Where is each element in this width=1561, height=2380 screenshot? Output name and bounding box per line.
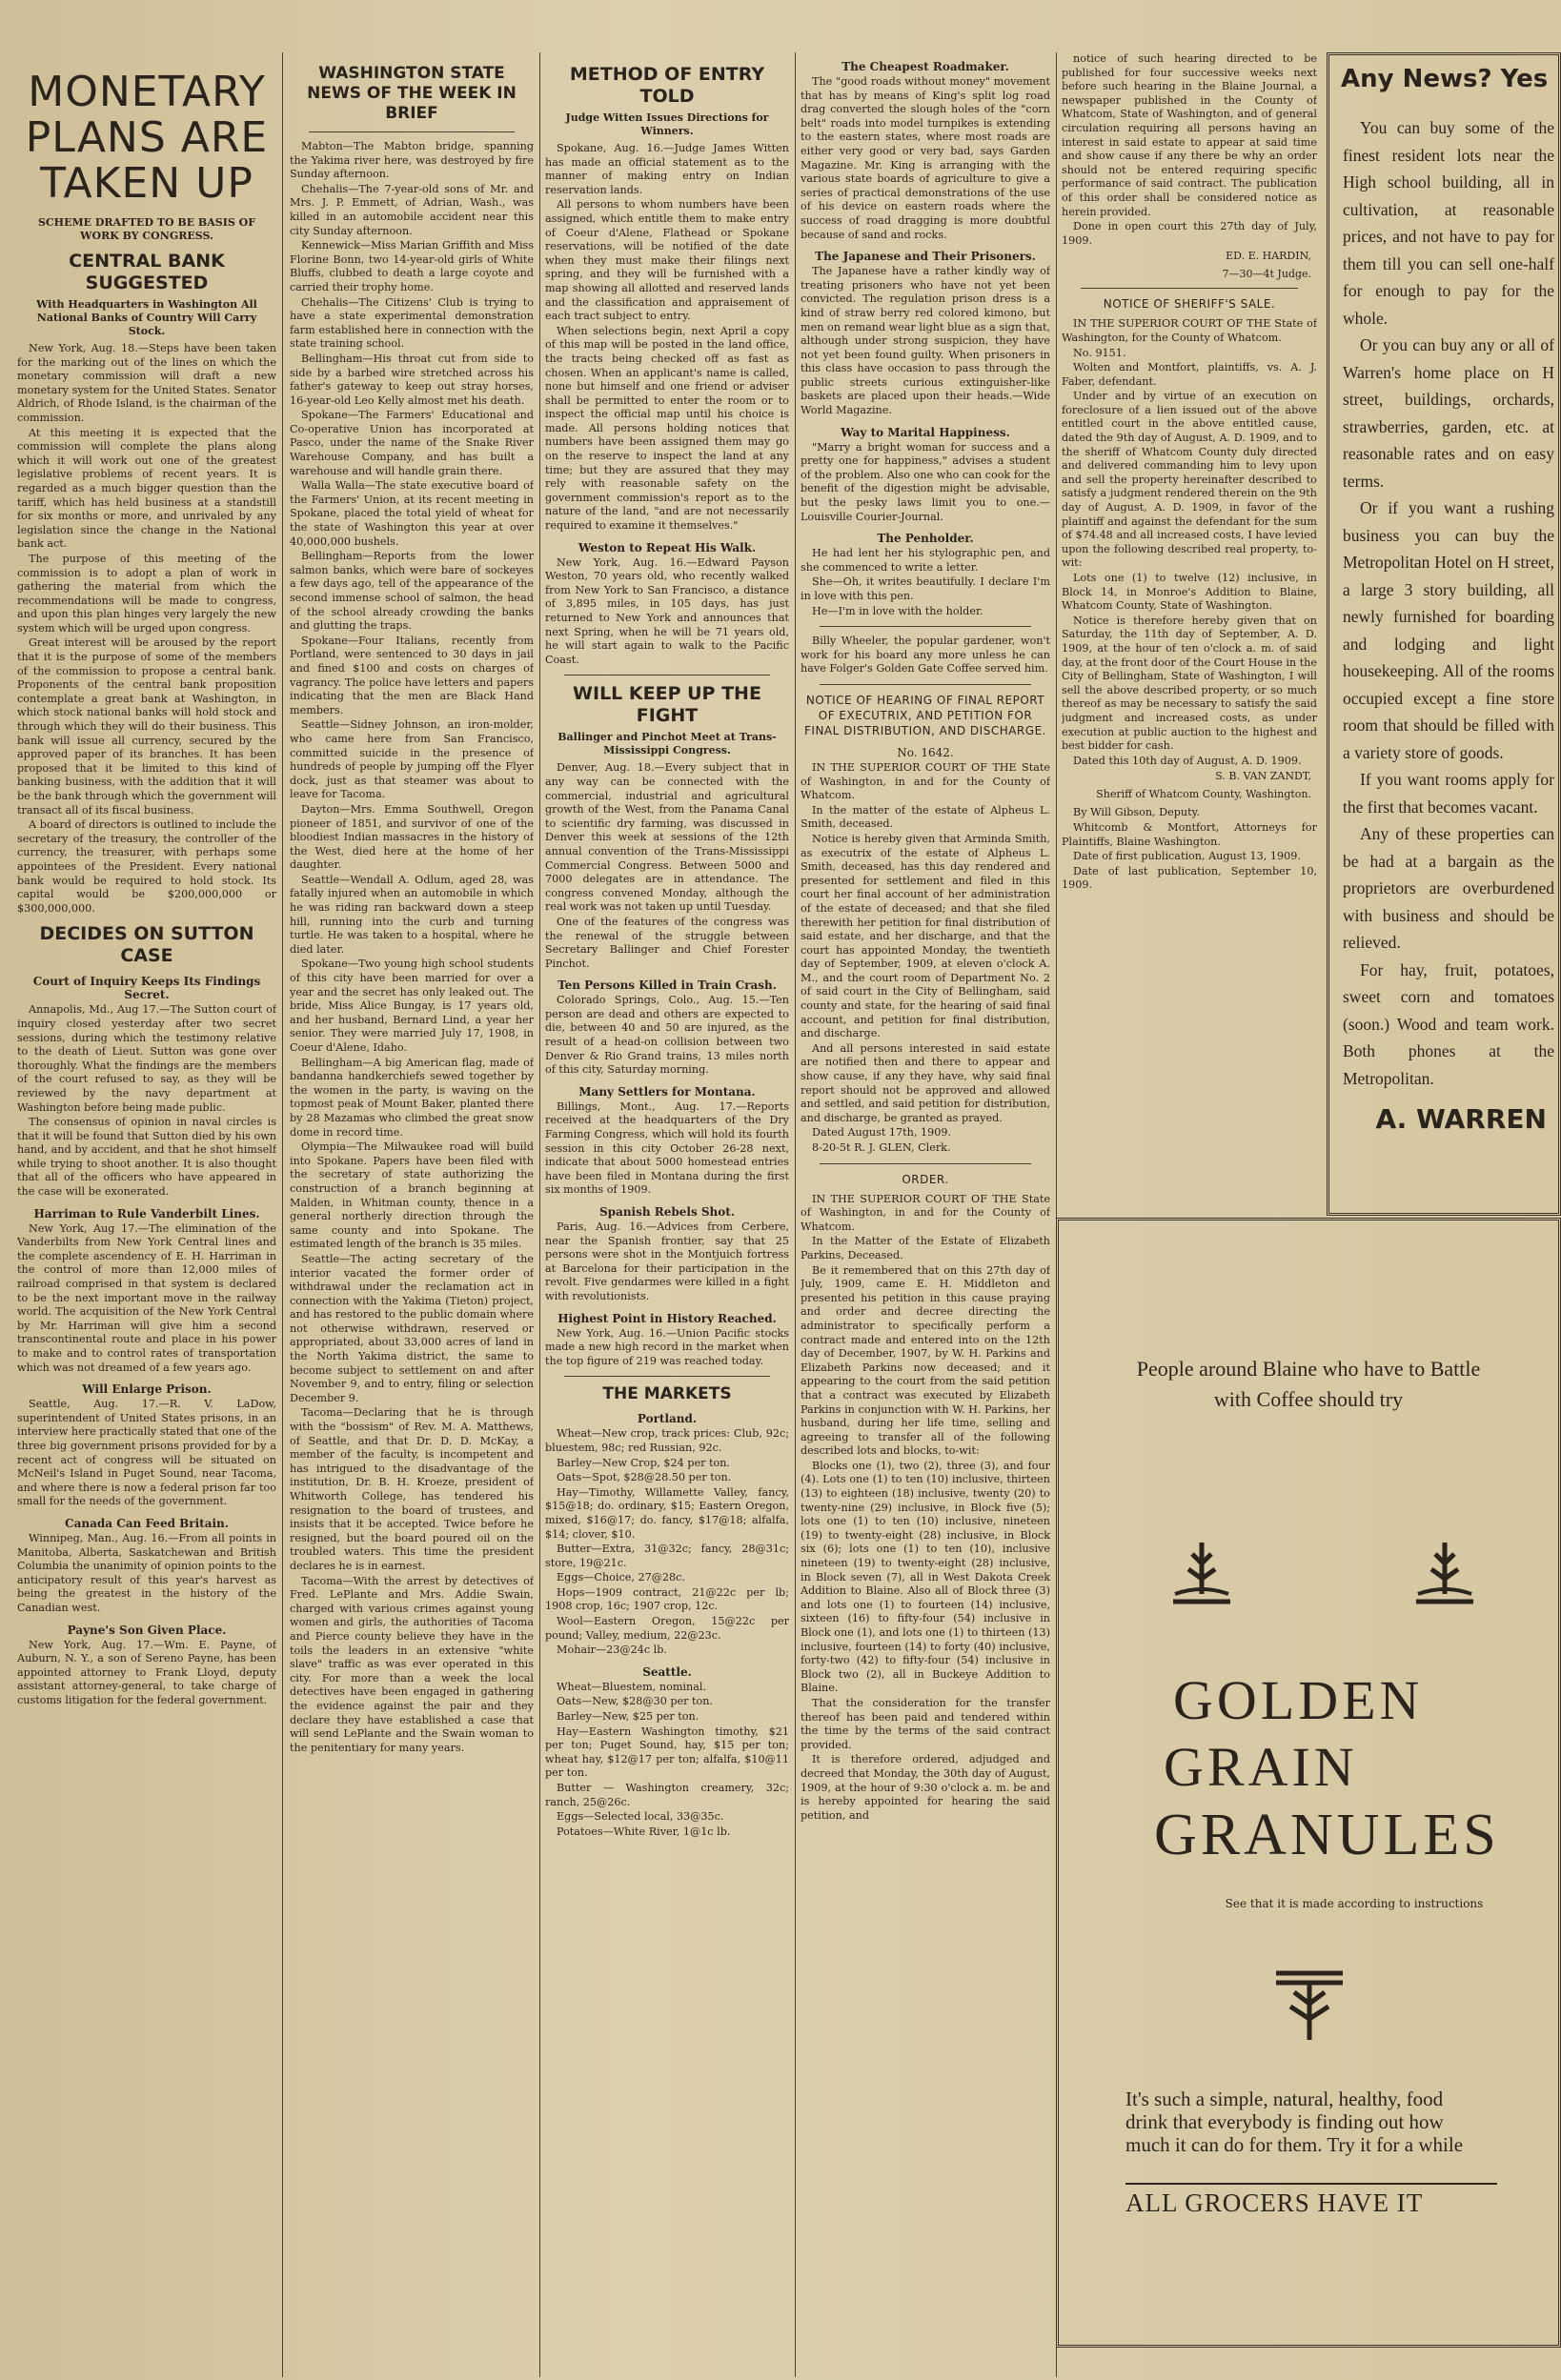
- paragraph: Colorado Springs, Colo., Aug. 15.—Ten person are dead and others are expected to die, between 40 and 50 are injured, as the result of a head-on collision between two Denver & Rio Grand trains, 13 miles north of this city, Saturday morning.: [545, 994, 789, 1077]
- kicker-spanish-rebels: Spanish Rebels Shot.: [598, 1205, 735, 1219]
- legal-paragraph: In the matter of the estate of Alpheus L. Smith, deceased.: [801, 803, 1050, 831]
- ad-note: See that it is made according to instructions: [1225, 1897, 1484, 1910]
- column-rule: [282, 52, 283, 2377]
- article-body: [545, 761, 789, 971]
- ad-paragraph: You can buy some of the finest resident lots near the High school building, all in cultivation, at reasonable prices, and not have to pay for them till you can sell one-half for enough to pay for the whole.: [1343, 118, 1554, 328]
- article-body: [801, 265, 1050, 418]
- market-line: Mohair—23@24c lb.: [557, 1644, 667, 1657]
- column-5: [1062, 52, 1317, 1196]
- legal-paragraph: Whitcomb & Montfort, Attorneys for Plaintiffs, Blaine Washington.: [1062, 820, 1317, 848]
- market-line: Eggs—Selected local, 33@35c.: [557, 1810, 724, 1824]
- paragraph: When selections begin, next April a copy of this map will be posted in the land office, the tracts being checked off as fast as chosen. When an applicant's name is called, none but himself and one friend or adviser shall be permitted to enter the room or to inspect the official map until his choice is made. All persons holding notices that numbers have been assigned them may go on the reserve to inspect the land at any time; but they are assured that they may rely with reasonable safety on the government commission's report as to the nature of the land, "and are not necessarily required to examine it themselves.": [545, 324, 789, 533]
- paragraph: Kennewick—Miss Marian Griffith and Miss Florine Bonn, two 14-year-old girls of White Bluffs, clubbed to death a large coyote and carried their trophy home.: [290, 239, 534, 293]
- article-body: [290, 140, 534, 1755]
- signature-sheriff-line: Sheriff of Whatcom County, Washington.: [1096, 788, 1311, 801]
- column-4: [801, 52, 1050, 2377]
- paragraph: Bellingham—His throat cut from side to side by a barbed wire stretched across his father's gateway to keep out stray horses, 16-year-old Leo Kelly almost met his death.: [290, 352, 534, 407]
- wheat-emblem-icon: [1262, 1964, 1357, 2049]
- column-1: [17, 52, 276, 2377]
- legal-paragraph: Under and by virtue of an execution on foreclosure of a lien issued out of the above entitled court in the above entitled cause, dated the 9th day of August, A. D. 1909, and to the sheriff of Whatcom County duly directed and delivered commanding him to levy upon and sell the property hereinafter described to satisfy a judgment rendered therein on the 9th day of August, A. D. 1909, in favor of the plaintiff and against the defendant for the sum of $74.48 and all increased costs, I have levied upon the following described real property, to-wit:: [1062, 390, 1317, 570]
- legal-paragraph: 8-20-5t R. J. GLEN, Clerk.: [812, 1141, 951, 1154]
- column-3: [545, 52, 789, 2377]
- paragraph: Paris, Aug. 16.—Advices from Cerbere, near the Spanish frontier, say that 25 persons were shot in the Montjuich fortress at Barcelona for their participation in the revolt. Five gendarmes were killed in a fight with revolutionists.: [545, 1220, 789, 1302]
- paragraph: Tacoma—With the arrest by detectives of Fred. LePlante and Mrs. Addie Swain, charged with various crimes against young women and girls, the authorities of Tacoma and Pierce county believe they have in the toils the leaders in an extensive "white slave" traffic as was ever operated in this city. For more than a week the local detectives have been engaged in gathering the evidence against the pair and they declare they have established a case that will send LePlante and the Swain woman to the penitentiary for many years.: [290, 1574, 534, 1754]
- section-central-bank: CENTRAL BANK SUGGESTED: [69, 251, 225, 293]
- market-line: Oats—New, $28@30 per ton.: [557, 1695, 714, 1708]
- legal-paragraph: Wolten and Montfort, plaintiffs, vs. A. J. Faber, defendant.: [1062, 361, 1317, 388]
- article-body: [545, 1327, 789, 1369]
- paragraph: Tacoma—Declaring that he is through with the "bossism" of Rev. M. A. Matthews, of Seattle, and that Dr. D. D. McKay, a member of the faculty, is incompetent and has intrigued to the disadvantage of the institution, Dr. B. H. Kroeze, president of Whitworth College, has tendered his resignation to the board of trustees, and insists that it be accepted. Twice before he resigned, but the board poured oil on the troubled waters. This time the president declares he is in earnest.: [290, 1406, 534, 1572]
- headline-sutton-case: DECIDES ON SUTTON CASE: [39, 923, 254, 967]
- paragraph: Bellingham—A big American flag, made of bandanna handkerchiefs sewed together by the women in the party, is waving on the topmost peak of Mount Baker, planted there by 28 Mazamas who climbed the great snow dome in record time.: [290, 1056, 534, 1139]
- wheat-icon: [1164, 1535, 1240, 1611]
- brand-granules: GRANULES: [1154, 1803, 1500, 1867]
- article-body: [17, 1532, 276, 1616]
- market-line: Hops—1909 contract, 21@22c per lb; 1908 crop, 16c; 1907 crop, 12c.: [545, 1585, 789, 1613]
- ad-tagline: People around Blaine who have to Battle with Coffee should try: [1136, 1357, 1481, 1411]
- market-line: Eggs—Choice, 27@28c.: [557, 1571, 685, 1584]
- ad-paragraph: If you want rooms apply for the first that becomes vacant.: [1343, 770, 1554, 817]
- market-line: Barley—New, $25 per ton.: [557, 1710, 699, 1724]
- ad-warren-headline: Any News? Yes: [1341, 65, 1549, 93]
- deck-sutton: Court of Inquiry Keeps Its Findings Secret.: [32, 975, 261, 1002]
- notice-number: No. 1642.: [897, 745, 954, 759]
- paragraph: He—I'm in love with the holder.: [812, 604, 983, 617]
- article-body: [801, 547, 1050, 618]
- market-line: Wool—Eastern Oregon, 15@22c per pound; Valley, medium, 22@23c.: [545, 1615, 789, 1642]
- market-line: Wheat—Bluestem, nominal.: [557, 1680, 707, 1693]
- heading-penholder: The Penholder.: [877, 532, 974, 546]
- order-body: [801, 1193, 1050, 1824]
- ad-golden-grain: [1056, 1218, 1561, 2348]
- market-line: Wheat—New crop, track prices: Club, 92c; bluestem, 98c; red Russian, 92c.: [545, 1427, 789, 1454]
- divider: [309, 131, 515, 132]
- article-body: [545, 556, 789, 668]
- paragraph: Chehalis—The 7-year-old sons of Mr. and Mrs. J. P. Emmett, of Adrian, Wash., was killed in an automobile accident near this city Sunday afternoon.: [290, 182, 534, 237]
- article-body: [17, 1398, 276, 1509]
- paragraph: Seattle—Wendall A. Odlum, aged 28, was fatally injured when an automobile in which he was riding ran backward down a steep hill, running into the curb and turning turtle. He was taken to a hospital, where he died later.: [290, 873, 534, 956]
- paragraph: All persons to whom numbers have been assigned, which entitle them to make entry of Coeur d'Alene, Flathead or Spokane reservations, will be notified of the date when they must make their filings next spring, and they will be furnished with a map showing all allotted and reserved lands and the classification and appraisement of each tract subject to entry.: [545, 198, 789, 323]
- ad-closing: It's such a simple, natural, healthy, food drink that everybody is finding out how much it can do for them. Try it for a while: [1125, 2088, 1464, 2156]
- headline-method-of-entry: METHOD OF ENTRY TOLD: [569, 64, 765, 107]
- legal-paragraph: Lots one (1) to twelve (12) inclusive, in Block 14, in Monroe's Addition to Blaine, Whatcom County, State of Washington.: [1062, 572, 1317, 613]
- brand-golden: GOLDEN: [1173, 1669, 1424, 1731]
- paragraph: Seattle—Sidney Johnson, an iron-molder, who came here from San Francisco, committed suicide in the presence of hundreds of people by jumping off the Flyer dock, just as that steamer was about to leave for Tacoma.: [290, 718, 534, 801]
- ad-warren-text: [1329, 114, 1558, 1092]
- article-body: [17, 1222, 276, 1376]
- divider: [1081, 288, 1298, 289]
- legal-paragraph: And all persons interested in said estate are notified then and there to appear and show cause, if any they have, why said final report should not be approved and allowed and settled, and said petition for distribution, and discharge, be granted as prayed.: [801, 1041, 1050, 1124]
- legal-body: [1062, 52, 1317, 248]
- column-2: [290, 52, 534, 2377]
- legal-paragraph: Done in open court this 27th day of July, 1909.: [1062, 220, 1317, 247]
- legal-paragraph: Notice is hereby given that Arminda Smith, as executrix of the estate of Alpheus L. Smith, deceased, has this day rendered and presented for settlement and filed in this court her final account of her administration of the estate of deceased; and that she filed therewith her petition for final distribution of said estate, and her discharge, and that the court has appointed Monday, the twentieth day of September, 1909, at eleven o'clock A. M., and the court room of Department No. 2 of said court in the City of Bellingham, said county and state, for the hearing of said final account, and petition for final distribution, and discharge.: [801, 832, 1050, 1040]
- headline-keep-up-fight: WILL KEEP UP THE FIGHT: [573, 683, 761, 727]
- notice-sheriff-title: NOTICE OF SHERIFF'S SALE.: [1103, 297, 1276, 312]
- kicker-weston: Weston to Repeat His Walk.: [578, 540, 757, 555]
- article-body: [17, 1639, 276, 1708]
- article-body: [801, 441, 1050, 525]
- article-body: [545, 142, 789, 534]
- paragraph: Spokane—The Farmers' Educational and Co-operative Union has incorporated at Pasco, under the name of the Snake River Warehouse Company, and has built a warehouse and will handle grain there.: [290, 409, 534, 477]
- paragraph: Spokane—Two young high school students of this city have been married for over a year and the secret has only leaked out. The bride, Miss Alice Bungay, is 17 years old, and her husband, Bernard Lind, a year her senior. They were married July 17, 1908, in Coeur d'Alene, Idaho.: [290, 958, 534, 1054]
- kicker-train-crash: Ten Persons Killed in Train Crash.: [558, 978, 777, 993]
- paragraph: Olympia—The Milwaukee road will build into Spokane. Papers have been filed with the secretary of state authorizing the construction of a branch beginning at Malden, in Whitman county, thence in a general northerly direction through the same county and into Spokane. The estimated length of the branch is 35 miles.: [290, 1140, 534, 1251]
- article-body: [17, 342, 276, 916]
- paragraph: Walla Walla—The state executive board of the Farmers' Union, at its recent meeting in Spokane, placed the total yield of wheat for the state of Washington this year at over 40,000,000 bushels.: [290, 479, 534, 548]
- heading-roadmaker: The Cheapest Roadmaker.: [841, 60, 1009, 73]
- ad-paragraph: Or you can buy any or all of Warren's home place on H street, buildings, orchards, strawberries, garden, etc. at reasonable rates and on easy terms.: [1343, 335, 1554, 491]
- market-line: Hay—Eastern Washington timothy, $21 per ton; Puget Sound, hay, $15 per ton; wheat hay, $12@17 per ton; alfalfa, $10@11 per ton.: [545, 1724, 789, 1780]
- article-body: [545, 1220, 789, 1304]
- signature-judge: ED. E. HARDIN,: [1226, 250, 1311, 263]
- paragraph: New York, Aug. 18.—Steps have been taken for the marking out of the lines on which the monetary commission will draft a new monetary system for the United States. Senator Aldrich, of Rhode Island, is the chairman of the commission.: [17, 342, 276, 424]
- legal-paragraph: Notice is therefore hereby given that on Saturday, the 11th day of September, A. D. 1909, at the hour of ten o'clock a. m. of said day, at the front door of the Court House in the City of Bellingham, State of Washington, I will sell the above described property, or so much thereof as may be necessary to satisfy the said judgment and increased costs, as under execution at public auction to the highest and best bidder for cash.: [1062, 614, 1317, 753]
- paragraph: Seattle—The acting secretary of the interior vacated the former order of withdrawal under the reclamation act in connection with the Yakima (Tieton) project, and has restored to the public domain where not otherwise withdrawn, reserved or appropriated, about 33,000 acres of land in the North Yakima district, the same to become subject to settlement on and after November 9, and to entry, filing or selection December 9.: [290, 1252, 534, 1404]
- divider: [820, 684, 1031, 685]
- paragraph: Billy Wheeler, the popular gardener, won't work for his board any more unless he can have Folger's Golden Gate Coffee served him.: [801, 635, 1050, 676]
- paragraph: One of the features of the congress was the renewal of the struggle between Secretary Ballinger and Chief Forester Pinchot.: [545, 915, 789, 970]
- market-line: Barley—New Crop, $24 per ton.: [557, 1456, 730, 1469]
- market-line: Butter—Extra, 31@32c; fancy, 28@31c; store, 19@21c.: [545, 1543, 789, 1569]
- legal-paragraph: notice of such hearing directed to be published for four successive weeks next before such hearing in the Blaine Journal, a newspaper published in the County of Whatcom, State of Washington, and of general circulation requiring all persons having an interest in said estate to appear at said time and show cause if any there be why an order should not be entered requiring specific performance of said contract. The publication of this order shall be considered notice as herein provided.: [1062, 52, 1317, 218]
- ad-warren: [1327, 52, 1561, 1216]
- subhead: SCHEME DRAFTED TO BE BASIS OF WORK BY CONGRESS.: [37, 216, 256, 242]
- kicker-payne: Payne's Son Given Place.: [67, 1623, 227, 1637]
- paragraph: "Marry a bright woman for success and a pretty one for happiness," advises a student of the problem. Also one who can cook for the benefit of the digestion might be advisable, but the pesky laws limit you to one.—Louisville Courier-Journal.: [801, 440, 1050, 523]
- market-line: Hay—Timothy, Willamette Valley, fancy, $15@18; do. ordinary, $15; Eastern Oregon, mixed, $16@17; do. fancy, $17@18; alfalfa, $14; clover, $10.: [545, 1485, 789, 1541]
- paragraph: A board of directors is outlined to include the secretary of the treasury, the controller of the currency, the treasurer, with perhaps some appointees of the President. Every national bank would be required to hold stock. Its capital would be $200,000,000 or $300,000,000.: [17, 818, 276, 915]
- markets-seattle: [545, 1681, 789, 1840]
- divider: [820, 626, 1031, 627]
- headline-markets: THE MARKETS: [602, 1384, 732, 1404]
- market-line: Butter — Washington creamery, 32c; ranch, 25@26c.: [545, 1782, 789, 1808]
- paragraph: She—Oh, it writes beautifully. I declare I'm in love with this pen.: [801, 575, 1050, 602]
- kicker-harriman: Harriman to Rule Vanderbilt Lines.: [33, 1206, 260, 1220]
- market-line: Oats—Spot, $28@28.50 per ton.: [557, 1471, 732, 1484]
- ad-paragraph: For hay, fruit, potatoes, sweet corn and tomatoes (soon.) Wood and team work. Both phones at the Metropolitan.: [1343, 959, 1554, 1088]
- divider: [564, 675, 770, 676]
- paragraph: The consensus of opinion in naval circles is that it will be found that Sutton died by his own hand, and by accident, and that he shot himself while trying to shoot another. It is also thought that all of the officers who have appeared in the case will be exonerated.: [17, 1116, 276, 1199]
- notice-body: [801, 761, 1050, 1156]
- legal-paragraph: Blocks one (1), two (2), three (3), and four (4). Lots one (1) to ten (10) inclusive, thirteen (13) to eighteen (18) inclusive, twenty (20) to twenty-nine (29) inclusive, in Block five (5); lots one (1) to ten (10) inclusive, nineteen (19) to twenty-eight (28) inclusive, in Block six (6); lots one (1) to ten (10), inclusive nineteen (19) to twenty-eight (28) inclusive, in Block seven (7), all in West Dakota Creek Addition to Blaine. Also all of Block three (3) and lots one (1) to fourteen (14) inclusive, sixteen (16) to fifty-four (54) inclusive in Block one (1), and lots one (1) to thirteen (13) inclusive, fourteen (14) to forty (40) inclusive, forty-two (42) to fifty-four (54) inclusive in Block two (2), all in Buckeye Addition to Blaine.: [801, 1459, 1050, 1695]
- article-body: [801, 635, 1050, 676]
- paragraph: The Japanese have a rather kindly way of treating prisoners who have not yet been convicted. The regulation prison dress is a kind of straw berry red colored kimono, but men on remand wear light blue as a sign that, although under strong suspicion, they have not yet been found guilty. When prisoners in this class have occasion to pass through the public streets curious extinguisher-like baskets are placed upon their heads.—Wide World Magazine.: [801, 265, 1050, 417]
- paragraph: New York, Aug. 16.—Edward Payson Weston, 70 years old, who recently walked from New York to San Francisco, a distance of 3,895 miles, in 105 days, has just returned to New York and announces that next Spring, when he will be 71 years old, he will start again to walk to the Pacific Coast.: [545, 555, 789, 666]
- deck: Judge Witten Issues Directions for Winners.: [565, 111, 769, 137]
- paragraph: Seattle, Aug. 17.—R. V. LaDow, superintendent of United States prisons, in an interview here practically stated that one of the three big government prisons provided for by a recent act of congress will be situated on McNeil's Island in Puget Sound, near Tacoma, and where there is now a federal prison far too small for the needs of the government.: [17, 1398, 276, 1508]
- paragraph: Bellingham—Reports from the lower salmon banks, which were bare of sockeyes a few days ago, tell of the appearance of the second immense school of salmon, the head of the school already crowding the banks and glutting the traps.: [290, 550, 534, 633]
- legal-paragraph: In the Matter of the Estate of Elizabeth Parkins, Deceased.: [801, 1235, 1050, 1261]
- notice-tail: [1062, 806, 1317, 893]
- paragraph: Spokane—Four Italians, recently from Portland, were sentenced to 30 days in jail and fined $100 and costs on charges of vagrancy. The police have letters and papers indicating that the men are Black Hand members.: [290, 634, 534, 716]
- heading-marital: Way to Marital Happiness.: [841, 425, 1010, 439]
- paragraph: The "good roads without money" movement that has by means of King's split log road drag converted the slough holes of the "corn belt" roads into model turnpikes is extending to the eastern states, where most roads are either very good or very bad, says Garden Magazine. Mr. King is arranging with the various state boards of agriculture to give a series of practical demonstrations of the use of his device on eastern roads where the success of road dragging is more doubtful because of sand and rocks.: [801, 75, 1050, 241]
- legal-paragraph: Date of last publication, September 10, 1909.: [1062, 864, 1317, 892]
- kicker-prison: Will Enlarge Prison.: [82, 1382, 212, 1397]
- paragraph: Chehalis—The Citizens' Club is trying to have a state experimental demonstration farm established here in connection with the state training school.: [290, 295, 534, 351]
- paragraph: New York, Aug 17.—The elimination of the Vanderbilts from New York Central lines and the complete ascendency of E. H. Harriman in the control of more than 12,000 miles of railroad comprised in that system is declared to be the next important move in the railway world. The acquisition of the New York Central by Mr. Harriman will give him a second transcontinental route and place in his power to make and to control rates of transportation which was not dreamed of a few years ago.: [17, 1221, 276, 1374]
- legal-paragraph: No. 9151.: [1073, 346, 1126, 359]
- deck: With Headquarters in Washington All National Banks of Country Will Carry Stock.: [36, 298, 257, 337]
- kicker-canada: Canada Can Feed Britain.: [65, 1516, 229, 1530]
- ad-warren-signature: A. WARREN: [1375, 1103, 1547, 1135]
- market-line: Potatoes—White River, 1@1c lb.: [557, 1825, 731, 1838]
- divider: [564, 1376, 770, 1377]
- paragraph: New York, Aug. 16.—Union Pacific stocks made a new high record in the market when the top figure of 219 was reached today.: [545, 1326, 789, 1367]
- article-body: [801, 75, 1050, 242]
- paragraph: Dayton—Mrs. Emma Southwell, Oregon pioneer of 1851, and survivor of one of the bloodiest Indian massacres in the history of the West, died here at the home of her daughter.: [290, 802, 534, 872]
- kicker-montana: Many Settlers for Montana.: [578, 1084, 756, 1099]
- divider: [820, 1163, 1031, 1164]
- signature-judge-line: 7—30—4t Judge.: [1222, 268, 1311, 281]
- heading-japanese: The Japanese and Their Prisoners.: [815, 250, 1036, 264]
- notice-body: [1062, 317, 1317, 768]
- legal-paragraph: Dated August 17th, 1909.: [812, 1126, 951, 1140]
- deck: Ballinger and Pinchot Meet at Trans-Mississippi Congress.: [558, 731, 777, 757]
- brand-grain: GRAIN: [1164, 1736, 1358, 1798]
- legal-paragraph: By Will Gibson, Deputy.: [1073, 806, 1201, 819]
- column-rule: [795, 52, 796, 2377]
- paragraph: He had lent her his stylographic pen, and she commenced to write a letter.: [801, 547, 1050, 574]
- paragraph: Winnipeg, Man., Aug. 16.—From all points in Manitoba, Alberta, Saskatchewan and British Columbia the unanimity of opinion points to the anticipatory result of this year's harvest as being the greatest in the history of the Canadian west.: [17, 1531, 276, 1614]
- legal-paragraph: It is therefore ordered, adjudged and decreed that Monday, the 30th day of August, 1909, at the hour of 9:30 o'clock a. m. be and is hereby appointed for hearing the said petition, and: [801, 1753, 1050, 1822]
- ad-footer: ALL GROCERS HAVE IT: [1125, 2183, 1497, 2218]
- headline-washington-news: WASHINGTON STATE NEWS OF THE WEEK IN BRIEF: [307, 64, 517, 123]
- markets-portland: [545, 1427, 789, 1658]
- legal-paragraph: IN THE SUPERIOR COURT OF THE State of Washington, in and for the County of Whatcom.: [801, 760, 1050, 802]
- paragraph: Billings, Mont., Aug. 17.—Reports received at the headquarters of the Dry Farming Congress, which will hold its fourth session in this city October 26-28 next, indicate that about 5000 homestead entries have been filed in Montana during the first six months of 1909.: [545, 1099, 789, 1197]
- paragraph: Annapolis, Md., Aug 17.—The Sutton court of inquiry closed yesterday after two secret sessions, during which the testimony relative to the death of Lieut. Sutton was gone over thoroughly. What the findings are the members of the court refused to say, as they will be reviewed by the navy department at Washington before being made public.: [17, 1003, 276, 1114]
- article-body: [545, 1100, 789, 1198]
- markets-portland-label: Portland.: [637, 1412, 698, 1426]
- paragraph: New York, Aug. 17.—Wm. E. Payne, of Auburn, N. Y., a son of Sereno Payne, has been appointed attorney to Frank Lloyd, deputy assistant attorney-general, to take charge of customs litigation for the federal government.: [17, 1638, 276, 1706]
- article-body: [545, 994, 789, 1078]
- paragraph: Great interest will be aroused by the report that it is the purpose of some of the members of the commission to propose a central bank. Proponents of the central bank proposition contemplate a great bank at Washington, in which stock national banks will hold stock and through which they will do their business. This bank will issue all currency, secured by the approved paper of its branches. It has been proposed that it be limited to this kind of banking business, with the addition that it will be the bank through which the government will transact all of its fiscal business.: [17, 636, 276, 817]
- paragraph: The purpose of this meeting of the commission is to adopt a plan of work in gathering the material from which the recommendations will be made to congress, and upon this plan hinges very largely the new system which will be urged upon congress.: [17, 552, 276, 635]
- legal-paragraph: IN THE SUPERIOR COURT OF THE State of Washington, in and for the County of Whatcom.: [801, 1192, 1050, 1233]
- headline-monetary-plans: MONETARY PLANS ARE TAKEN UP: [25, 68, 269, 208]
- legal-paragraph: Be it remembered that on this 27th day of July, 1909, came E. H. Middleton and presented his petition in this cause praying and order and decree directing the administrator to specifically perform a contract made and entered into on the 12th day of December, 1907, by W. H. Parkins and Elizabeth Parkins now deceased; and it appearing to the court from the said petition that a contract was executed by Elizabeth Parkins in conjunction with W. H. Parkins, her husband, during her life time, selling and agreeing to transfer all of the following described lots and blocks, to-wit:: [801, 1263, 1050, 1458]
- order-title: ORDER.: [902, 1172, 949, 1186]
- paragraph: Mabton—The Mabton bridge, spanning the Yakima river here, was destroyed by fire Sunday afternoon.: [290, 140, 534, 181]
- paragraph: Spokane, Aug. 16.—Judge James Witten has made an official statement as to the manner of making entry on Indian reservation lands.: [545, 142, 789, 196]
- notice-title: NOTICE OF HEARING OF FINAL REPORT OF EXECUTRIX, AND PETITION FOR FINAL DISTRIBUTION, AND DISCHARGE.: [804, 693, 1046, 737]
- legal-paragraph: IN THE SUPERIOR COURT OF THE State of Washington, for the County of Whatcom.: [1062, 317, 1317, 344]
- legal-paragraph: That the consideration for the transfer thereof has been paid and tendered within the time by the terms of the said contract provided.: [801, 1696, 1050, 1751]
- ad-paragraph: Any of these properties can be had at a bargain as the proprietors are overburdened with business and should be relieved.: [1343, 824, 1554, 952]
- markets-seattle-label: Seattle.: [642, 1664, 692, 1679]
- wheat-icon: [1407, 1535, 1483, 1611]
- legal-paragraph: Dated this 10th day of August, A. D. 1909.: [1073, 754, 1302, 767]
- article-body: [17, 1003, 276, 1199]
- ad-paragraph: Or if you want a rushing business you can buy the Metropolitan Hotel on H street, a large 3 story building, all newly furnished for boarding and lodging and light housekeeping. All of the rooms occupied except a fine store room that should be filled with a variety store of goods.: [1343, 498, 1554, 762]
- signature-sheriff: S. B. VAN ZANDT,: [1215, 770, 1311, 783]
- paragraph: Denver, Aug. 18.—Every subject that in any way can be connected with the commercial, industrial and agricultural growth of the West, from the Panama Canal to scientific dry farming, was discussed in Denver this week at sessions of the 12th annual convention of the Trans-Mississippi Commercial Congress. Between 5000 and 7000 delegates are in attendance. The congress convened Monday, although the real work was not taken up until Tuesday.: [545, 761, 789, 914]
- kicker-history: Highest Point in History Reached.: [558, 1311, 777, 1325]
- column-rule: [539, 52, 540, 2377]
- legal-paragraph: Date of first publication, August 13, 1909.: [1073, 850, 1301, 863]
- paragraph: At this meeting it is expected that the commission will complete the plans along which it will work out one of the greatest legislative problems of recent years. It is regarded as a much bigger question than the tariff, which has held business at a standstill for six months or more, and unrivaled by any legislation since the change in the National bank act.: [17, 426, 276, 551]
